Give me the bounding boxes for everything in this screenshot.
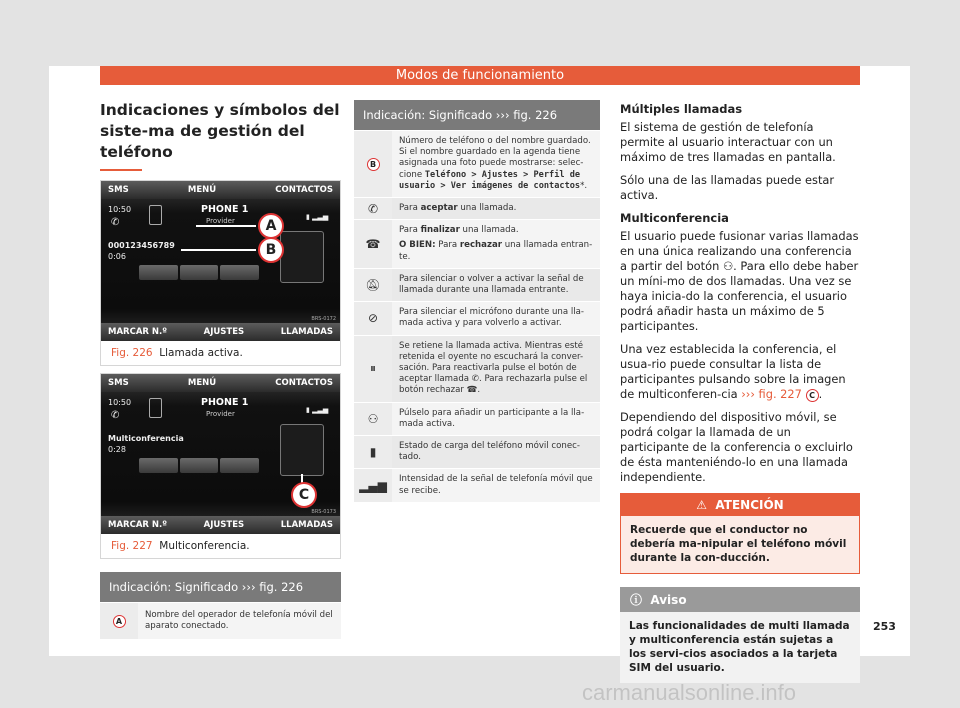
paragraph: El sistema de gestión de telefonía permite al usuario interactuar con un máximo de tres llamadas en pantalla.: [620, 120, 836, 164]
callout-line-a: [196, 225, 256, 227]
table-indications-1: [100, 572, 341, 639]
call-duration: 0:28: [108, 445, 126, 454]
figure-caption: Fig. 227 Multiconferencia.: [111, 540, 250, 552]
settings-label: AJUSTES: [203, 520, 245, 530]
callout-letter: C: [806, 389, 819, 402]
figure-226: [100, 180, 341, 366]
settings-label: AJUSTES: [203, 327, 245, 337]
call-buttons: [139, 458, 259, 473]
phone-name: PHONE 1: [201, 204, 249, 215]
paragraph: Sólo una de las llamadas puede estar activa.: [620, 173, 835, 202]
signal-strength-icon: ▂▄▆: [359, 478, 387, 493]
screen-conference: [101, 374, 340, 534]
warning-triangle-icon: ⚠: [696, 498, 708, 512]
callout-letter: A: [113, 615, 126, 628]
paragraph: Una vez establecida la conferencia, el usua-rio puede consultar la lista de participantes pulsando sobre la imagen de multiconferen-cia ››› fig. 227 C .: [620, 342, 846, 401]
dial-label: MARCAR N.º: [108, 520, 168, 530]
menu-label: MENÚ: [187, 185, 217, 195]
status-icons: ▮ ▂▃▅: [306, 213, 329, 221]
phone-name: PHONE 1: [201, 397, 249, 408]
section-title: Indicaciones y símbolos del siste-ma de gestión del teléfono: [100, 101, 340, 161]
column-right: [620, 100, 860, 683]
table-row: ✆ Para aceptar una llamada.: [354, 197, 600, 219]
image-code: BRS-0173: [311, 509, 336, 515]
call-label: Multiconferencia: [108, 434, 184, 443]
figure-caption: Fig. 226 Llamada activa.: [111, 347, 243, 359]
warning-box: ⚠ ATENCIÓN Recuerde que el conductor no debería ma-nipular el teléfono móvil durante la con-ducción.: [620, 493, 860, 574]
screen-bottom-bar: [101, 516, 340, 534]
call-number: 000123456789: [108, 241, 175, 250]
contact-avatar: [280, 231, 324, 283]
figure-link[interactable]: ››› fig. 227: [741, 387, 802, 401]
table-row: ☎ Para finalizar una llamada. O BIEN: Para rechazar una llamada entran-te.: [354, 219, 600, 268]
dial-label: MARCAR N.º: [108, 327, 168, 337]
paragraph: Dependiendo del dispositivo móvil, se podrá colgar la llamada de un participante de la conferencia o excluirlo de ésta manteniéndo-lo en una llamada independiente.: [620, 410, 853, 484]
image-code: BRS-0172: [311, 316, 336, 322]
sms-label: SMS: [108, 185, 129, 195]
callout-a: A: [258, 213, 284, 239]
table-row: ⚇ Púlselo para añadir un participante a la lla-mada activa.: [354, 402, 600, 435]
add-participant-icon: ⚇: [722, 259, 734, 273]
sms-label: SMS: [108, 378, 129, 388]
call-end-icon: ☎: [365, 237, 381, 252]
screen-active-call: [101, 181, 340, 341]
status-icons: ▮ ▂▃▅: [306, 406, 329, 414]
conference-avatar: [280, 424, 324, 476]
table-row: 🔕︎ Para silenciar o volver a activar la señal de llamada durante una llamada entrante.: [354, 268, 600, 301]
table-row: ▮ Estado de carga del teléfono móvil conec-tado.: [354, 435, 600, 468]
table-head: Indicación: Significado ››› fig. 226: [354, 100, 600, 130]
warning-text: Recuerde que el conductor no debería ma-nipular el teléfono móvil durante la con-ducción.: [621, 516, 859, 573]
ringtone-mute-icon: 🔕︎: [365, 278, 381, 293]
add-participant-icon: ⚇: [367, 411, 379, 426]
battery-icon: ▮: [369, 445, 377, 460]
column-left: [100, 96, 341, 639]
call-accept-icon: ✆: [471, 374, 479, 385]
contacts-label: CONTACTOS: [275, 378, 333, 388]
table-row: ⊘ Para silenciar el micrófono durante una lla-mada activa y para volverlo a activar.: [354, 301, 600, 334]
clock: 10:50: [108, 205, 132, 214]
calls-label: LLAMADAS: [280, 327, 333, 337]
contacts-label: CONTACTOS: [275, 185, 333, 195]
note-box: ⓘ Aviso Las funcionalidades de multi llamada y multiconferencia están sujetas a los servi-cios asociados a la tarjeta SIM del usuario.: [620, 587, 860, 683]
figure-227: [100, 373, 341, 559]
call-hold-icon: ⏸: [369, 361, 376, 376]
note-text: Las funcionalidades de multi llamada y multiconferencia están sujetas a los servi-cios asociados a la tarjeta SIM del usuario.: [629, 620, 850, 674]
table-row: A Nombre del operador de telefonía móvil del aparato conectado.: [100, 602, 341, 639]
phone-handset-icon: ✆: [111, 410, 120, 421]
info-icon: ⓘ: [630, 593, 643, 607]
table-row: B Número de teléfono o del nombre guardado. Si el nombre guardado en la agenda tiene asignada una foto puede mostrarse: selec-cione Teléfono > Ajustes > Perfil de usuario > Ver imágenes de contactos*.: [354, 130, 600, 197]
page-number: 253: [873, 620, 896, 633]
callout-b: B: [258, 237, 284, 263]
callout-letter: B: [367, 158, 380, 171]
running-header: Modos de funcionamiento: [100, 66, 860, 85]
microphone-mute-icon: ⊘: [367, 311, 379, 326]
menu-label: MENÚ: [187, 378, 217, 388]
call-accept-icon: ✆: [367, 201, 379, 216]
calls-label: LLAMADAS: [280, 520, 333, 530]
mobile-phone-icon: [149, 205, 162, 225]
clock: 10:50: [108, 398, 132, 407]
provider-name: Provider: [206, 410, 235, 418]
provider-name: Provider: [206, 217, 235, 225]
table-row: ⏸ Se retiene la llamada activa. Mientras esté retenida el oyente no escuchará la conver-sación. Para reactivarla pulse el botón de aceptar llamada ✆. Para rechazarla pulse el botón rechazar ☎.: [354, 335, 600, 402]
heading-multiconference: Multiconferencia: [620, 211, 729, 225]
screen-top-bar: [101, 374, 340, 392]
callout-c: C: [291, 482, 317, 508]
table-row: ▂▄▆ Intensidad de la señal de telefonía móvil que se recibe.: [354, 468, 600, 501]
screen-top-bar: [101, 181, 340, 199]
screen-bottom-bar: [101, 323, 340, 341]
phone-handset-icon: ✆: [111, 217, 120, 228]
heading-multiple-calls: Múltiples llamadas: [620, 102, 743, 116]
call-buttons: [139, 265, 259, 280]
paragraph: El usuario puede fusionar varias llamadas en una única realizando una conferencia a partir del botón ⚇. Para ello debe haber un míni-mo de dos llamadas. Una vez se haya inicia-do la conferencia, el usuario podrá añadir hasta un máximo de 5 participantes.: [620, 229, 859, 333]
table-head: Indicación: Significado ››› fig. 226: [100, 572, 341, 602]
call-duration: 0:06: [108, 252, 126, 261]
table-indications-2: [354, 100, 600, 502]
callout-line-b: [181, 249, 256, 251]
column-middle: [354, 100, 600, 502]
watermark: carmanualsonline.info: [582, 680, 797, 705]
call-end-icon: ☎: [466, 385, 478, 396]
title-rule: [100, 169, 142, 171]
mobile-phone-icon: [149, 398, 162, 418]
